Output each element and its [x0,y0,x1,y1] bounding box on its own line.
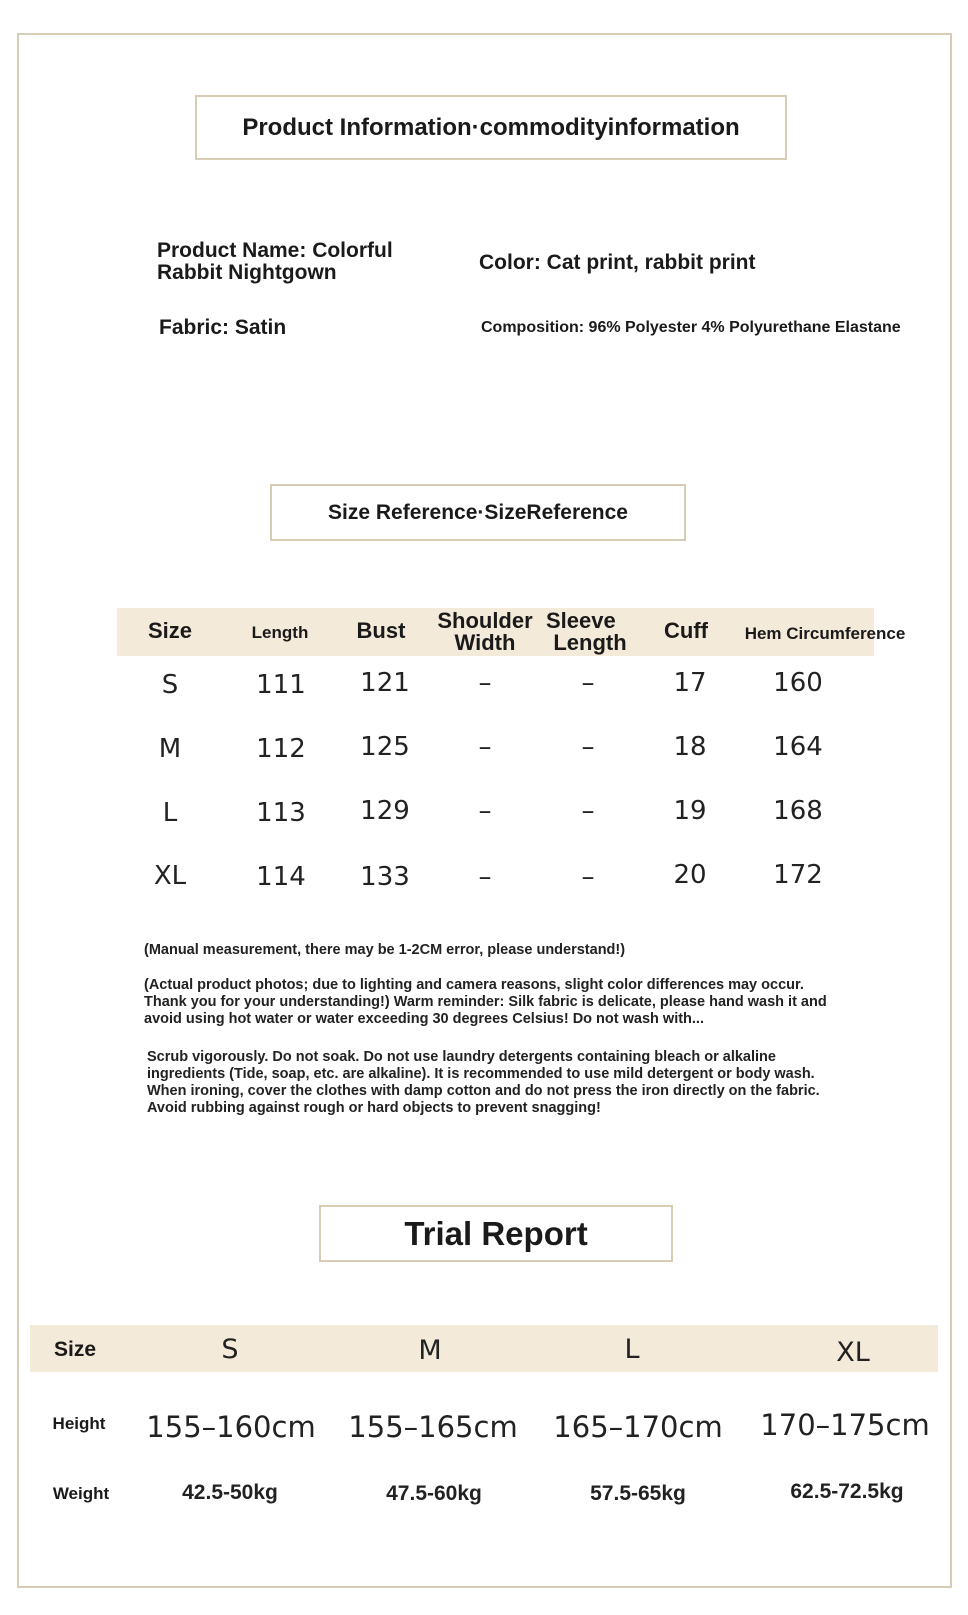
cell-bust: 129 [360,796,410,826]
cell-cuff: 17 [673,668,707,698]
trial-height-s: 155–160cm [146,1410,316,1444]
cell-length: 114 [256,862,306,892]
product-composition: Composition: 96% Polyester 4% Polyurethane Elastane [481,319,901,336]
cell-size: M [158,734,182,764]
trial-report-title: Trial Report [319,1205,673,1262]
washing-instructions: Scrub vigorously. Do not soak. Do not use laundry detergents containing bleach or alkaline ingredients (Tide, soap, etc. are alkaline). It is recommended to use mild detergent or body wash. When ironing, cover the clothes with damp cotton and do not press the iron directly on the fabric. Avoid rubbing against rough or hard objects to prevent snagging! [147,1049,820,1116]
header-sleeve [540,610,640,654]
cell-cuff: 20 [673,860,707,890]
cell-sleeve: – [581,732,595,762]
trial-height-label: Height [52,1414,106,1433]
header-cuff: Cuff [664,618,708,643]
trial-header-band [30,1325,938,1372]
trial-height-l: 165–170cm [553,1410,723,1444]
trial-weight-xl: 62.5-72.5kg [790,1480,904,1503]
header-length: Length [251,623,309,642]
trial-height-xl: 170–175cm [760,1408,930,1442]
cell-bust: 125 [360,732,410,762]
cell-cuff: 19 [673,796,707,826]
header-hem: Hem Circumference [744,624,906,643]
size-reference-title: Size Reference·SizeReference [270,484,686,541]
cell-shoulder: – [478,796,492,826]
trial-weight-s: 42.5-50kg [182,1481,278,1504]
cell-length: 112 [256,734,306,764]
cell-cuff: 18 [673,732,707,762]
trial-size-xl: XL [836,1337,870,1368]
cell-hem: 160 [773,668,823,698]
trial-height-m: 155–165cm [348,1410,518,1444]
trial-weight-m: 47.5-60kg [386,1482,482,1505]
cell-bust: 121 [360,668,410,698]
trial-size-l: L [624,1334,640,1365]
cell-hem: 164 [773,732,823,762]
product-name: Product Name: Colorful Rabbit Nightgown [157,239,393,285]
trial-weight-label: Weight [52,1484,110,1503]
cell-length: 113 [256,798,306,828]
header-sleeve-line1: Sleeve [546,608,616,633]
cell-shoulder: – [478,862,492,892]
header-shoulder-line2: Width [454,630,516,655]
photo-care-note: (Actual product photos; due to lighting and camera reasons, slight color differences may occur. Thank you for your understanding!) Warm reminder: Silk fabric is delicate, please hand wash it and avoid using hot water or water exceeding 30 degrees Celsius! Do not wash with... [144,977,827,1027]
cell-size: XL [153,861,187,891]
header-shoulder-line1: Shoulder [437,608,533,633]
product-info-title: Product Information·commodityinformation [195,95,787,160]
cell-hem: 172 [773,860,823,890]
cell-bust: 133 [360,862,410,892]
cell-sleeve: – [581,668,595,698]
header-sleeve-line2: Length [553,630,627,655]
product-color: Color: Cat print, rabbit print [479,251,756,274]
cell-hem: 168 [773,796,823,826]
cell-length: 111 [256,670,306,700]
measurement-note: (Manual measurement, there may be 1-2CM error, please understand!) [144,942,626,958]
cell-size: L [162,798,178,828]
trial-size-m: M [418,1335,442,1366]
product-fabric: Fabric: Satin [159,316,287,339]
cell-shoulder: – [478,668,492,698]
cell-sleeve: – [581,862,595,892]
trial-size-s: S [221,1334,239,1365]
header-size: Size [147,618,193,643]
header-shoulder [430,610,540,654]
header-bust: Bust [356,618,406,643]
trial-size-label: Size [53,1338,97,1361]
cell-sleeve: – [581,796,595,826]
cell-shoulder: – [478,732,492,762]
trial-weight-l: 57.5-65kg [590,1482,686,1505]
cell-size: S [161,670,179,700]
